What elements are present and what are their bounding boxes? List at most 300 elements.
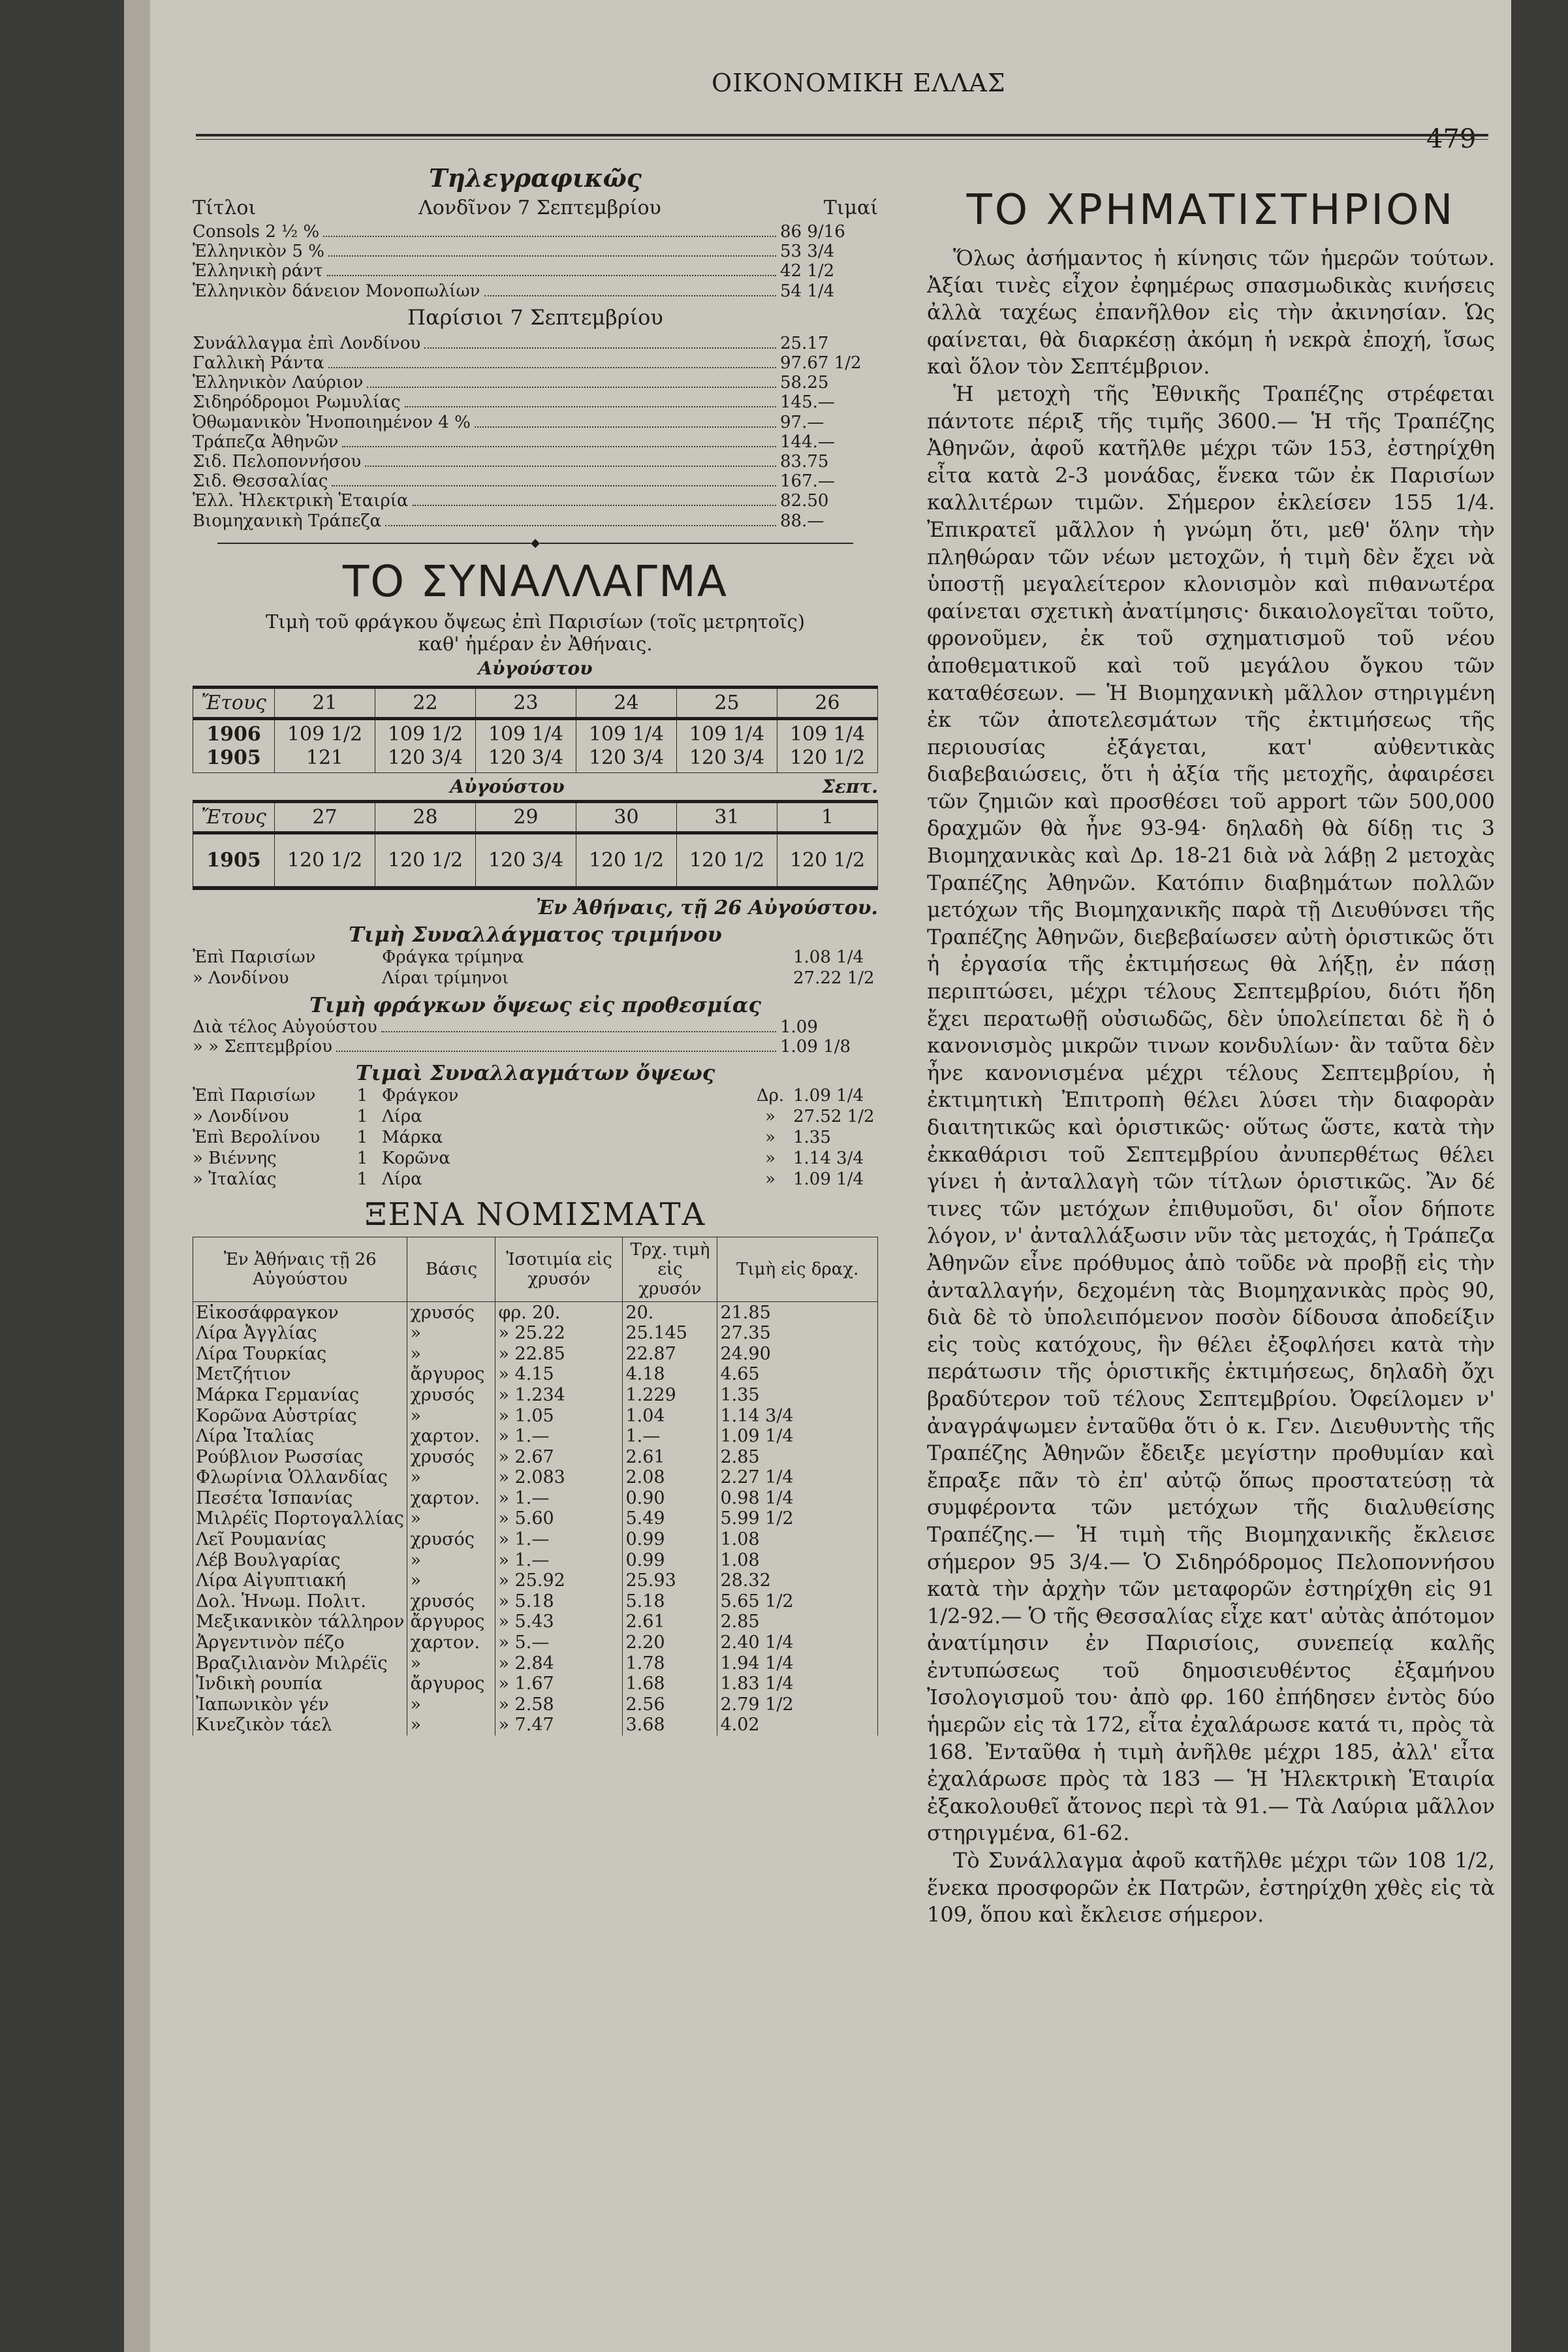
coin-basis: χρυσός: [407, 1591, 495, 1612]
list-item: [193, 1169, 878, 1190]
coin-parity: » 25.92: [495, 1570, 623, 1591]
coin-basis: ἄργυρος: [407, 1674, 495, 1694]
rate-cell: 109 1/2 120 3/4: [375, 718, 476, 772]
coins-head-name: Ἐν Ἀθήναις τῇ 26 Αὐγούστου: [193, 1237, 407, 1302]
coin-basis: χρυσός: [407, 1385, 495, 1406]
coin-name: Λίρα Τουρκίας: [193, 1343, 407, 1364]
item-value: 54 1/4: [780, 281, 835, 301]
coin-price: 1.14 3/4: [717, 1405, 878, 1426]
rate-value: 1.09 1/4: [793, 1086, 864, 1106]
coin-basis: »: [407, 1467, 495, 1488]
coin-basis: »: [407, 1653, 495, 1674]
paris-heading: Παρίσιοι 7 Σεπτεμβρίου: [407, 304, 663, 330]
coin-name: Ἰνδικὴ ρουπία: [193, 1674, 407, 1694]
item-label: Ἑλληνικὴ ράντ: [193, 261, 323, 281]
table-row: [193, 1364, 878, 1385]
coin-price: 5.99 1/2: [717, 1508, 878, 1529]
coins-header-row: [193, 1237, 878, 1302]
rate-unit: Μάρκα: [382, 1128, 443, 1148]
foreign-coins-table: [193, 1237, 878, 1735]
coin-parity: » 5.18: [495, 1591, 623, 1612]
market-title: ΤΟ ΧΡΗΜΑΤΙΣΤΗΡΙΟΝ: [966, 186, 1456, 234]
month-label-sept: Σεπτ.: [822, 775, 878, 797]
rate-unit: Φράγκα τρίμηνα: [382, 947, 524, 967]
coin-price: 21.85: [717, 1302, 878, 1323]
synallagma-intro-1: Τιμὴ τοῦ φράγκου ὄψεως ἐπὶ Παρισίων (τοῖς μετρητοῖς): [265, 610, 806, 633]
item-label: Τράπεζα Ἀθηνῶν: [193, 432, 339, 452]
item-label: Βιομηχανικὴ Τράπεζα: [193, 511, 382, 531]
rate-place: » Βιέννης: [193, 1149, 277, 1169]
synallagma-intro-2: καθ' ἡμέραν ἐν Ἀθήναις.: [418, 632, 653, 655]
coin-price: 4.65: [717, 1364, 878, 1385]
coin-price: 1.09 1/4: [717, 1426, 878, 1447]
forward-list: [193, 1017, 878, 1057]
list-item: [193, 1127, 878, 1148]
rate-place: » Λονδίνου: [193, 1107, 289, 1127]
coin-parity: » 1.234: [495, 1385, 623, 1406]
list-item: [193, 1017, 878, 1037]
forward-title: Τιμὴ φράγκων ὄψεως εἰς προθεσμίας: [309, 992, 761, 1017]
section-divider: ◆: [193, 536, 878, 550]
rate-unit: Κορῶνα: [382, 1149, 450, 1169]
leader-dots: [328, 367, 776, 368]
header-rule-thin: [196, 139, 1488, 140]
table-row: [193, 718, 878, 772]
paris-price-list: [193, 334, 878, 531]
item-value: 25.17: [780, 333, 829, 353]
coin-name: Κορῶνα Αὐστρίας: [193, 1405, 407, 1426]
coin-market: 2.20: [623, 1632, 717, 1653]
coin-name: Λέβ Βουλγαρίας: [193, 1549, 407, 1570]
sight-list: [193, 1085, 878, 1190]
right-column: [927, 186, 1495, 1929]
day-cell: 22: [375, 687, 476, 718]
exchange-table-1: [193, 686, 878, 773]
coin-market: 1.04: [623, 1405, 717, 1426]
coin-price: 4.02: [717, 1715, 878, 1736]
coin-price: 1.83 1/4: [717, 1674, 878, 1694]
three-month-title: Τιμὴ Συναλλάγματος τριμήνου: [349, 921, 722, 947]
coin-name: Δολ. Ἡνωμ. Πολιτ.: [193, 1591, 407, 1612]
coin-name: Λίρα Ἰταλίας: [193, 1426, 407, 1447]
item-label: » » Σεπτεμβρίου: [193, 1037, 333, 1057]
item-label: Σιδ. Πελοποννήσου: [193, 452, 362, 472]
rate-value: 1.09 1/4: [793, 1169, 864, 1190]
coin-market: 2.61: [623, 1612, 717, 1632]
table-row: [193, 1405, 878, 1426]
table-row: [193, 1549, 878, 1570]
coin-name: Κινεζικὸν τάελ: [193, 1715, 407, 1736]
left-column: [193, 163, 878, 1736]
coin-market: 25.145: [623, 1323, 717, 1344]
coin-basis: χρυσός: [407, 1529, 495, 1550]
leader-dots: [475, 426, 776, 428]
item-value: 1.09 1/8: [780, 1037, 851, 1057]
day-cell: 30: [576, 801, 677, 833]
col-titles: Τίτλοι: [193, 197, 257, 219]
rate-place: » Λονδίνου: [193, 968, 289, 988]
month-label-row-2: [193, 773, 878, 800]
list-item: [193, 491, 878, 511]
coin-basis: χαρτον.: [407, 1426, 495, 1447]
coin-market: 2.56: [623, 1694, 717, 1715]
leader-dots: [323, 236, 776, 237]
synallagma-title: ΤΟ ΣΥΝΑΛΛΑΓΜΑ: [342, 556, 729, 607]
rate-cell: 120 1/2: [677, 833, 777, 886]
list-item: [193, 452, 878, 471]
table-row: [193, 1467, 878, 1488]
day-cell: 24: [576, 687, 677, 718]
leader-dots: [367, 387, 776, 388]
col-place: Λονδῖνον 7 Σεπτεμβρίου: [418, 197, 661, 219]
coin-market: 0.99: [623, 1529, 717, 1550]
coin-price: 2.27 1/4: [717, 1467, 878, 1488]
item-label: Ἑλληνικὸν Λαύριον: [193, 373, 364, 393]
coin-price: 1.94 1/4: [717, 1653, 878, 1674]
rate-value: 27.52 1/2: [793, 1107, 875, 1127]
rate-unit: Λίρα: [382, 1107, 422, 1127]
coin-name: Ἰαπωνικὸν γέν: [193, 1694, 407, 1715]
list-item: [193, 242, 878, 261]
table-row: [193, 1508, 878, 1529]
athens-date: Ἐν Ἀθήναις, τῇ 26 Αὐγούστου.: [535, 896, 878, 919]
day-cell: 28: [375, 801, 476, 833]
year-label: Ἔτους: [193, 801, 275, 833]
item-value: 83.75: [780, 452, 829, 472]
market-paragraph-3: Τὸ Συνάλλαγμα ἀφοῦ κατῆλθε μέχρι τῶν 108 1/2, ἕνεκα προσφορῶν ἐκ Πατρῶν, ἐστηρίχθη χθὲς εἰς τὰ 109, ὅπου καὶ ἔκλεισε σήμερον.: [927, 1848, 1495, 1928]
rate-currency: »: [765, 1149, 776, 1169]
table-header-row: [193, 687, 878, 718]
coins-body: [193, 1302, 878, 1736]
coin-parity: » 5.—: [495, 1632, 623, 1653]
item-value: 144.—: [780, 432, 835, 452]
item-label: Ἑλληνικὸν 5 %: [193, 242, 324, 262]
rate-value: 27.22 1/2: [793, 968, 875, 988]
rate-currency: »: [765, 1169, 776, 1190]
coin-price: 1.08: [717, 1549, 878, 1570]
table-header-row: [193, 801, 878, 833]
coin-price: 5.65 1/2: [717, 1591, 878, 1612]
rate-cell: 109 1/2 121: [275, 718, 375, 772]
item-label: Διὰ τέλος Αὐγούστου: [193, 1017, 377, 1037]
list-item: [193, 947, 878, 968]
leader-dots: [405, 406, 776, 407]
list-item: [193, 222, 878, 242]
table-row: [193, 1529, 878, 1550]
rate-cell: 109 1/4 120 1/2: [777, 718, 878, 772]
rate-place: Ἐπὶ Παρισίων: [193, 1086, 316, 1106]
table-row: [193, 1674, 878, 1694]
item-value: 1.09: [780, 1017, 818, 1037]
table-row: [193, 1612, 878, 1632]
page-edge-shadow: [124, 0, 150, 2352]
coin-name: Λίρα Ἀγγλίας: [193, 1323, 407, 1344]
sight-title: Τιμαὶ Συναλλαγμάτων ὄψεως: [355, 1060, 715, 1086]
coin-parity: » 2.083: [495, 1467, 623, 1488]
item-value: 97.—: [780, 412, 824, 432]
coin-name: Μεξικανικὸν τάλληρον: [193, 1612, 407, 1632]
item-value: 58.25: [780, 373, 829, 393]
day-cell: 1: [777, 801, 878, 833]
rate-qty: 1: [356, 1107, 368, 1127]
coin-parity: » 1.67: [495, 1674, 623, 1694]
coin-basis: χαρτον.: [407, 1632, 495, 1653]
day-cell: 27: [275, 801, 375, 833]
coin-name: Μιλρέϊς Πορτογαλλίας: [193, 1508, 407, 1529]
item-value: 82.50: [780, 491, 829, 511]
coin-market: 5.49: [623, 1508, 717, 1529]
coin-name: Ἀργεντινὸν πέζο: [193, 1632, 407, 1653]
coin-name: Λίρα Αἰγυπτιακή: [193, 1570, 407, 1591]
table-row: [193, 1385, 878, 1406]
coin-basis: »: [407, 1715, 495, 1736]
item-label: Ἑλλ. Ἠλεκτρικὴ Ἑταιρία: [193, 491, 409, 511]
coin-basis: »: [407, 1343, 495, 1364]
col-prices: Τιμαί: [823, 197, 878, 219]
item-label: Συνάλλαγμα ἐπὶ Λονδίνου: [193, 333, 421, 353]
item-value: 86 9/16: [780, 222, 845, 242]
coins-head-market: Τρχ. τιμὴ εἰς χρυσόν: [623, 1237, 717, 1302]
coin-market: 3.68: [623, 1715, 717, 1736]
table-row: [193, 1715, 878, 1736]
coin-parity: » 1.—: [495, 1426, 623, 1447]
list-item: [193, 1106, 878, 1127]
table-row: [193, 1488, 878, 1509]
telegraph-title: Τηλεγραφικῶς: [429, 163, 642, 193]
market-paragraph-1: Ὅλως ἀσήμαντος ἡ κίνησις τῶν ἡμερῶν τούτων. Ἀξίαι τινὲς εἶχον ἐφημέρως σπασμωδικὰς κινήσεις ἀλλὰ ταχέως ἐπανῆλθον εἰς τὴν ἀκινησίαν. Ὡς φαίνεται, θὰ διαρκέσῃ ἀκόμη ἡ νεκρὰ ἐποχή, ἴσως καὶ ὅλον τὸν Σεπτέμβριον.: [927, 246, 1495, 379]
rate-currency: »: [765, 1107, 776, 1127]
foreign-coins-title: ΞΕΝΑ ΝΟΜΙΣΜΑΤΑ: [364, 1196, 706, 1233]
coin-market: 20.: [623, 1302, 717, 1323]
coin-parity: » 4.15: [495, 1364, 623, 1385]
rate-qty: 1: [356, 1169, 368, 1190]
rate-currency: Δρ.: [756, 1086, 785, 1106]
coin-price: 27.35: [717, 1323, 878, 1344]
rate-place: » Ἰταλίας: [193, 1169, 277, 1190]
month-label-1: Αὐγούστου: [478, 657, 593, 679]
table-row: [193, 833, 878, 886]
table-bottom-rule: [193, 887, 878, 890]
coin-basis: »: [407, 1405, 495, 1426]
coin-parity: » 1.05: [495, 1405, 623, 1426]
coin-parity: » 25.22: [495, 1323, 623, 1344]
table-row: [193, 1632, 878, 1653]
item-value: 167.—: [780, 471, 835, 492]
item-label: Σιδ. Θεσσαλίας: [193, 471, 328, 492]
coin-basis: ἄργυρος: [407, 1612, 495, 1632]
item-label: Σιδηρόδρομοι Ρωμυλίας: [193, 392, 401, 413]
rate-cell: 109 1/4 120 3/4: [677, 718, 777, 772]
rate-place: Ἐπὶ Βερολίνου: [193, 1128, 321, 1148]
coin-parity: » 2.67: [495, 1446, 623, 1467]
coin-name: Πεσέτα Ἱσπανίας: [193, 1488, 407, 1509]
item-value: 53 3/4: [780, 242, 835, 262]
coin-parity: » 2.84: [495, 1653, 623, 1674]
coin-basis: χρυσός: [407, 1302, 495, 1323]
coin-name: Μετζήτιον: [193, 1364, 407, 1385]
item-label: Consols 2 ½ %: [193, 222, 320, 242]
rate-cell: 120 3/4: [476, 833, 576, 886]
coins-head-price: Τιμὴ εἰς δραχ.: [717, 1237, 878, 1302]
leader-dots: [365, 466, 776, 467]
rate-unit: Λίραι τρίμηνοι: [382, 968, 509, 988]
rate-value: 1.14 3/4: [793, 1149, 864, 1169]
coin-price: 1.08: [717, 1529, 878, 1550]
list-item: [193, 1037, 878, 1057]
coin-parity: » 1.—: [495, 1529, 623, 1550]
coin-parity: » 22.85: [495, 1343, 623, 1364]
rate-currency: »: [765, 1128, 776, 1148]
list-item: [193, 353, 878, 373]
coin-basis: χαρτον.: [407, 1488, 495, 1509]
coin-name: Βραζιλιανὸν Μιλρέϊς: [193, 1653, 407, 1674]
day-cell: 25: [677, 687, 777, 718]
rate-cell: 120 1/2: [375, 833, 476, 886]
table-row: [193, 1323, 878, 1344]
item-value: 97.67 1/2: [780, 353, 862, 373]
table-row: [193, 1694, 878, 1715]
leader-dots: [327, 275, 776, 276]
rate-qty: 1: [356, 1086, 368, 1106]
list-item: [193, 1085, 878, 1106]
coin-market: 2.61: [623, 1446, 717, 1467]
leader-dots: [385, 525, 776, 526]
coin-parity: » 7.47: [495, 1715, 623, 1736]
coin-name: Φλωρίνια Ὁλλανδίας: [193, 1467, 407, 1488]
coin-parity: » 5.43: [495, 1612, 623, 1632]
coin-price: 1.35: [717, 1385, 878, 1406]
coin-basis: »: [407, 1549, 495, 1570]
coin-name: Μάρκα Γερμανίας: [193, 1385, 407, 1406]
item-label: Ἑλληνικὸν δάνειον Μονοπωλίων: [193, 281, 480, 301]
coin-parity: » 1.—: [495, 1549, 623, 1570]
rate-unit: Λίρα: [382, 1169, 422, 1190]
rate-qty: 1: [356, 1149, 368, 1169]
rate-cell: 120 1/2: [275, 833, 375, 886]
coin-market: 1.229: [623, 1385, 717, 1406]
running-title: ΟΙΚΟΝΟΜΙΚΗ ΕΛΛΑΣ: [712, 69, 1006, 97]
list-item: [193, 413, 878, 432]
day-cell: 26: [777, 687, 878, 718]
coin-market: 0.90: [623, 1488, 717, 1509]
rate-value: 1.35: [793, 1128, 831, 1148]
telegraph-header: [193, 197, 878, 219]
coin-parity: » 1.—: [495, 1488, 623, 1509]
london-price-list: [193, 222, 878, 301]
coin-name: Ρούβλιον Ρωσσίας: [193, 1446, 407, 1467]
coin-parity: » 5.60: [495, 1508, 623, 1529]
list-item: [193, 392, 878, 412]
day-cell: 23: [476, 687, 576, 718]
year-label: Ἔτους: [193, 687, 275, 718]
market-paragraph-2: Ἡ μετοχὴ τῆς Ἐθνικῆς Τραπέζης στρέφεται πάντοτε πέριξ τῆς τιμῆς 3600.— Ἡ τῆς Τραπέζης Ἀθηνῶν, ἀφοῦ κατῆλθε μέχρι τῶν 153, ἐστηρίχθη εἶτα κατὰ 2-3 μονάδας, ἕνεκα τῶν ἐκ Παρισίων καλλιτέρων τιμῶν. Σήμερον ἐκλείσεν 155 1/4. Ἐπικρατεῖ μᾶλλον ἡ γνώμη ὅτι, μεθ' ὅλην τὴν πληθώραν τῶν νέων μετοχῶν, ἡ τιμὴ δὲν ἔχει νὰ ὑποστῇ μεγαλείτερον κλονισμὸν καὶ πιθανωτέρα φαίνεται σχετικὴ ἀνατίμησις· δικαιολογεῖται τοῦτο, φρονοῦμεν, ἐκ τοῦ σχηματισμοῦ τοῦ νέου ἀποθεματικοῦ καὶ τοῦ μεγάλου ὄγκου τῶν καταθέσεων. — Ἡ Βιομηχανικὴ μᾶλλον στηριγμένη ἐκ τῶν ἀποτελεσμάτων τῆς ἐκτιμήσεως τῆς περιουσίας ἐξάγεται, κατ' αὐθεντικὰς διαβεβαιώσεις, ὅτι ἡ ἀξία τῆς μετοχῆς, ἀφαιρέσει τῶν ζημιῶν καὶ προσθέσει τοῦ apport τῶν 500,000 δραχμῶν θὰ ἦνε 93-94· δηλαδὴ θὰ δίδῃ τις 3 Βιομηχανικὰς καὶ Δρ. 18-21 διὰ νὰ λάβῃ 2 μετοχὰς Τραπέζης Ἀθηνῶν. Κατόπιν διαβημάτων πολλῶν μετόχων τῆς Βιομηχανικῆς παρὰ τῇ Διευθύνσει τῆς Τραπέζης Ἀθηνῶν, διεβεβαίωσεν αὐτὴ ὁριστικῶς ὅτι ἡ ἐργασία τῆς ἐκτιμήσεως θὰ λήξῃ, ἐν πάσῃ περιπτώσει, μέχρι τέλους Σεπτεμβρίου, διότι ἤδη ἔχει περατωθῇ οὐσιωδῶς, δὲν ὑπολείπεται δὲ ἢ ὁ κανονισμὸς μικρῶν τινων κονδυλίων· ἂν ταῦτα δὲν ἦνε κανονισμένα μέχρι τέλους Σεπτεμβρίου, ἡ ἐκτιμητικὴ Ἐπιτροπὴ θέλει λύσει τὴν διαφορὰν διαιτητικῶς καὶ ὁριστικῶς· οὕτως ὥστε, κατὰ τὴν ἐκκαθάρισι τοῦ Σεπτεμβρίου ἀνυπερθέτως θέλει γίνει ἡ ἀνταλλαγὴ τῶν τίτλων ὁριστικῶς. Ἂν δέ τινες τῶν μετόχων ἐπιθυμοῦσι, δι' οἷον δήποτε λόγον, ν' ἀνταλλάξωσιν νῦν τὰς μετοχάς, ἡ Τράπεζα Ἀθηνῶν εἶνε πρόθυμος ἀπὸ τοῦδε νὰ προβῇ εἰς τὴν ἀνταλλαγήν, δεχομένη τὰς Βιομηχανικὰς πρὸς 90, διὰ δὲ τὸ ὑπολειπόμενον ποσὸν δίδουσα ἀποδείξιν εἰς τοὺς κατόχους, ἣν θέλει ἐξοφλήσει κατὰ τὴν περάτωσιν τῆς ὁριστικῆς ἐκτιμήσεως, δηλαδὴ ὄχι βραδύτερον τοῦ τέλους Σεπτεμβρίου. Ὀφείλομεν ν' ἀναγράψωμεν ἐνταῦθα ὅτι ὁ κ. Γεν. Διευθυντὴς τῆς Τραπέζης Ἀθηνῶν ἔδειξε μεγίστην προθυμίαν καὶ ἔπραξε πᾶν τὸ ἐπ' αὐτῷ ὅπως προστατεύσῃ τὰ συμφέροντα τῶν μετόχων τῆς διαλυθείσης Τραπέζης.— Ἡ τιμὴ τῆς Βιομηχανικῆς ἔκλεισε σήμερον 95 3/4.— Ὁ Σιδηρόδρομος Πελοποννήσου κατὰ τὴν ἀρχὴν τῶν μεταφορῶν ἐστηρίχθη εἰς 91 1/2-92.— Ὁ τῆς Θεσσαλίας εἶχε κατ' αὐτὰς ἀπότομον ἀνατίμησιν ἐν Παρισίοις, συνεπείᾳ καλῆς ἐντυπώσεως τοῦ δημοσιευθέντος ἐξαμήνου Ἰσολογισμοῦ του· ἀπὸ φρ. 160 ἐπήδησεν ἐντὸς δύο ἡμερῶν εἰς τὰ 172, εἶτα ἐχαλάρωσε κατά τι, πρὸς τὰ 168. Ἐνταῦθα ἡ τιμὴ ἀνῆλθε μέχρι 185, ἀλλ' εἶτα ἐχαλάρωσε πρὸς τὰ 183 — Ἡ Ἠλεκτρικὴ Ἑταιρία ἐξακολουθεῖ ἄτονος περὶ τὰ 91.— Τὰ Λαύρια μᾶλλον στηριγμένα, 61-62.: [927, 381, 1495, 1846]
list-item: [193, 281, 878, 301]
table-row: [193, 1570, 878, 1591]
list-item: [193, 432, 878, 452]
coin-market: 4.18: [623, 1364, 717, 1385]
list-item: [193, 471, 878, 491]
table-row: [193, 1426, 878, 1447]
coin-name: Εἰκοσάφραγκον: [193, 1302, 407, 1323]
year-cell: 1905: [193, 833, 275, 886]
rate-unit: Φράγκον: [382, 1086, 459, 1106]
list-item: [193, 511, 878, 531]
item-value: 42 1/2: [780, 261, 835, 281]
coin-basis: ἄργυρος: [407, 1364, 495, 1385]
table-row: [193, 1343, 878, 1364]
rate-cell: 109 1/4 120 3/4: [476, 718, 576, 772]
list-item: [193, 968, 878, 989]
leader-dots: [413, 505, 776, 506]
three-month-list: [193, 947, 878, 989]
coin-market: 1.68: [623, 1674, 717, 1694]
rate-qty: 1: [356, 1128, 368, 1148]
leader-dots: [381, 1031, 776, 1032]
item-value: 145.—: [780, 392, 835, 413]
day-cell: 31: [677, 801, 777, 833]
leader-dots: [424, 347, 776, 349]
table-row: [193, 1302, 878, 1323]
coin-price: 2.40 1/4: [717, 1632, 878, 1653]
coin-market: 22.87: [623, 1343, 717, 1364]
coin-basis: »: [407, 1508, 495, 1529]
day-cell: 21: [275, 687, 375, 718]
rate-value: 1.08 1/4: [793, 947, 864, 967]
item-label: Ὀθωμανικὸν Ἡνοποιημένον 4 %: [193, 412, 471, 432]
coin-basis: »: [407, 1570, 495, 1591]
list-item: [193, 334, 878, 353]
coin-basis: χρυσός: [407, 1446, 495, 1467]
coins-head-basis: Βάσις: [407, 1237, 495, 1302]
coin-parity: φρ. 20.: [495, 1302, 623, 1323]
coin-parity: » 2.58: [495, 1694, 623, 1715]
leader-dots: [328, 255, 776, 257]
leader-dots: [342, 446, 776, 447]
coin-market: 0.99: [623, 1549, 717, 1570]
coin-price: 2.79 1/2: [717, 1694, 878, 1715]
rate-cell: 109 1/4 120 3/4: [576, 718, 677, 772]
rate-cell: 120 1/2: [777, 833, 878, 886]
coin-price: 24.90: [717, 1343, 878, 1364]
coin-market: 1.—: [623, 1426, 717, 1447]
coin-price: 0.98 1/4: [717, 1488, 878, 1509]
coin-basis: »: [407, 1694, 495, 1715]
newspaper-page: [124, 0, 1511, 2352]
table-row: [193, 1446, 878, 1467]
year-cell: 1906 1905: [193, 718, 275, 772]
coin-price: 2.85: [717, 1612, 878, 1632]
coin-market: 5.18: [623, 1591, 717, 1612]
rate-place: Ἐπὶ Παρισίων: [193, 947, 316, 967]
exchange-table-2: [193, 800, 878, 887]
leader-dots: [336, 1051, 776, 1052]
coin-market: 25.93: [623, 1570, 717, 1591]
leader-dots: [332, 485, 776, 486]
rate-cell: 120 1/2: [576, 833, 677, 886]
list-item: [193, 373, 878, 392]
coin-market: 2.08: [623, 1467, 717, 1488]
coin-basis: »: [407, 1323, 495, 1344]
list-item: [193, 1148, 878, 1169]
coin-name: Λεῖ Ρουμανίας: [193, 1529, 407, 1550]
leader-dots: [484, 295, 777, 296]
item-value: 88.—: [780, 511, 824, 531]
day-cell: 29: [476, 801, 576, 833]
coins-head-parity: Ἰσοτιμία εἰς χρυσόν: [495, 1237, 623, 1302]
month-label-2: Αὐγούστου: [450, 775, 565, 797]
header-rule: [196, 134, 1488, 136]
item-label: Γαλλικὴ Ράντα: [193, 353, 324, 373]
